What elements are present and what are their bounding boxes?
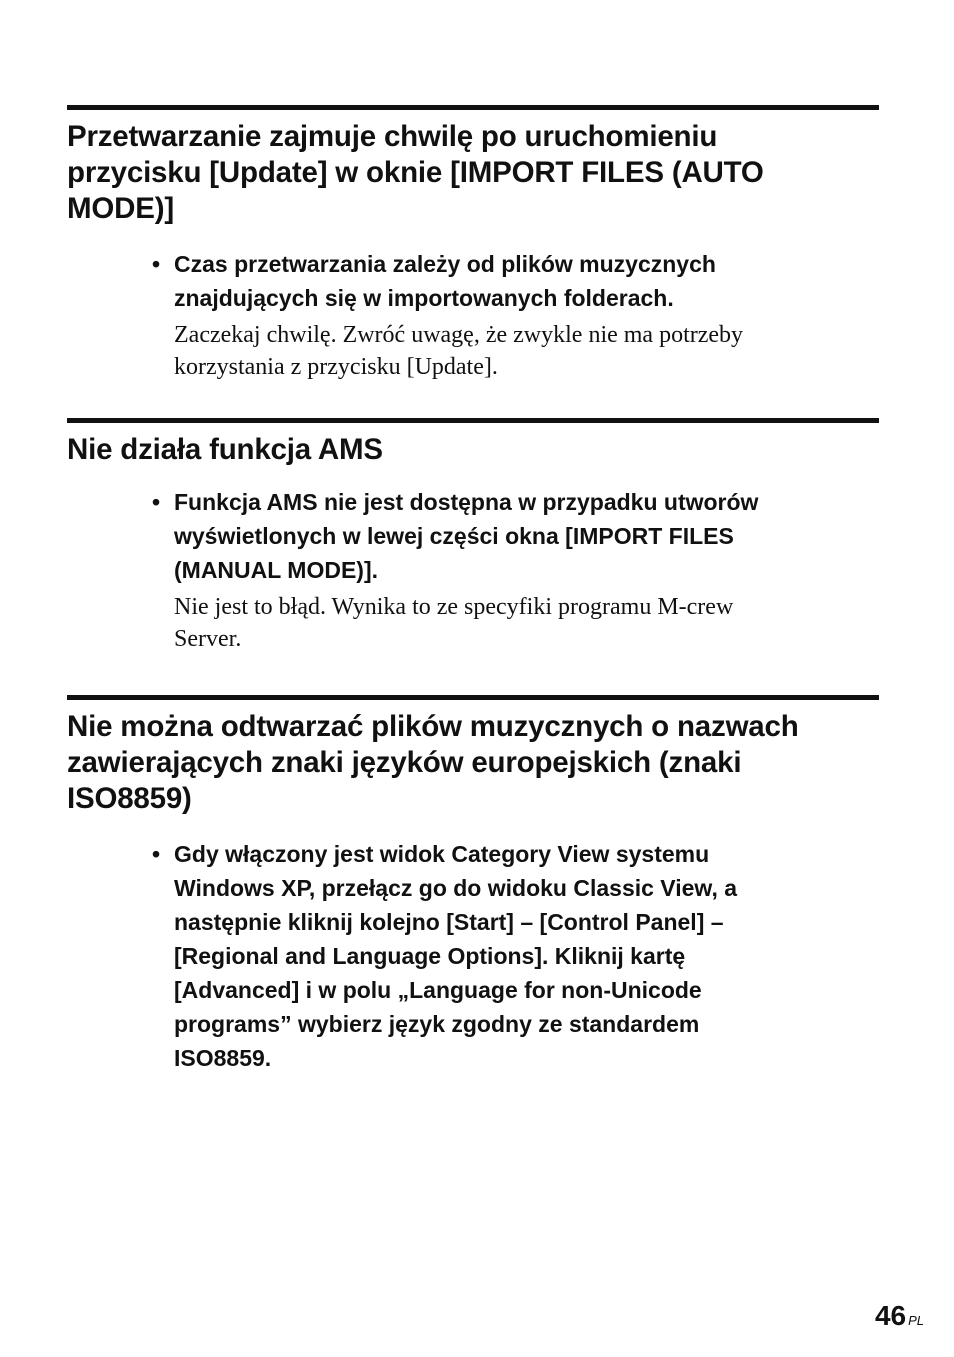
section-divider [67, 695, 879, 700]
section-iso8859 [67, 695, 879, 1075]
section-divider [67, 418, 879, 423]
heading-line: Nie można odtwarzać plików muzycznych o nazwach [67, 710, 799, 743]
heading-line: Nie działa funkcja AMS [67, 433, 383, 466]
page-language-code: PL [908, 1313, 924, 1328]
list-item [152, 247, 879, 383]
list-item [152, 837, 879, 1075]
section-ams [67, 418, 879, 655]
heading-line: MODE)] [67, 192, 174, 225]
item-text: Zaczekaj chwilę. Zwróć uwagę, że zwykle nie ma potrzeby korzystania z przycisku [Update]. [174, 322, 744, 380]
section-heading [67, 709, 879, 817]
bullet-icon: • [152, 489, 161, 515]
section-heading [67, 119, 879, 227]
heading-line: ISO8859) [67, 782, 192, 815]
list-item [152, 485, 879, 655]
bullet-icon: • [152, 841, 161, 867]
bullet-icon: • [152, 251, 161, 277]
page-footer [875, 1300, 924, 1332]
heading-line: przycisku [Update] w oknie [IMPORT FILES (AUTO [67, 156, 764, 189]
item-title: Funkcja AMS nie jest dostępna w przypadku utworów wyświetlonych w lewej części okna [IMPORT FILES (MANUAL MODE)]. [174, 489, 759, 583]
item-title: Czas przetwarzania zależy od plików muzycznych znajdujących się w importowanych folderach. [174, 251, 716, 311]
heading-line: zawierających znaki języków europejskich (znaki [67, 746, 742, 779]
item-title: Gdy włączony jest widok Category View systemu Windows XP, przełącz go do widoku Classic View, a następnie kliknij kolejno [Start] – [Control Panel] – [Regional and Language Options]. Kliknij kartę [Advanced] i w polu „Language for non-Unicode programs” wybierz język zgodny ze standardem ISO8859. [174, 841, 738, 1071]
section-heading [67, 432, 879, 468]
section-processing-time [67, 105, 879, 383]
section-divider [67, 105, 879, 110]
heading-line: Przetwarzanie zajmuje chwilę po uruchomieniu [67, 120, 718, 153]
item-text: Nie jest to błąd. Wynika to ze specyfiki programu M-crew Server. [174, 594, 734, 652]
page-number: 46 [874, 1300, 907, 1331]
